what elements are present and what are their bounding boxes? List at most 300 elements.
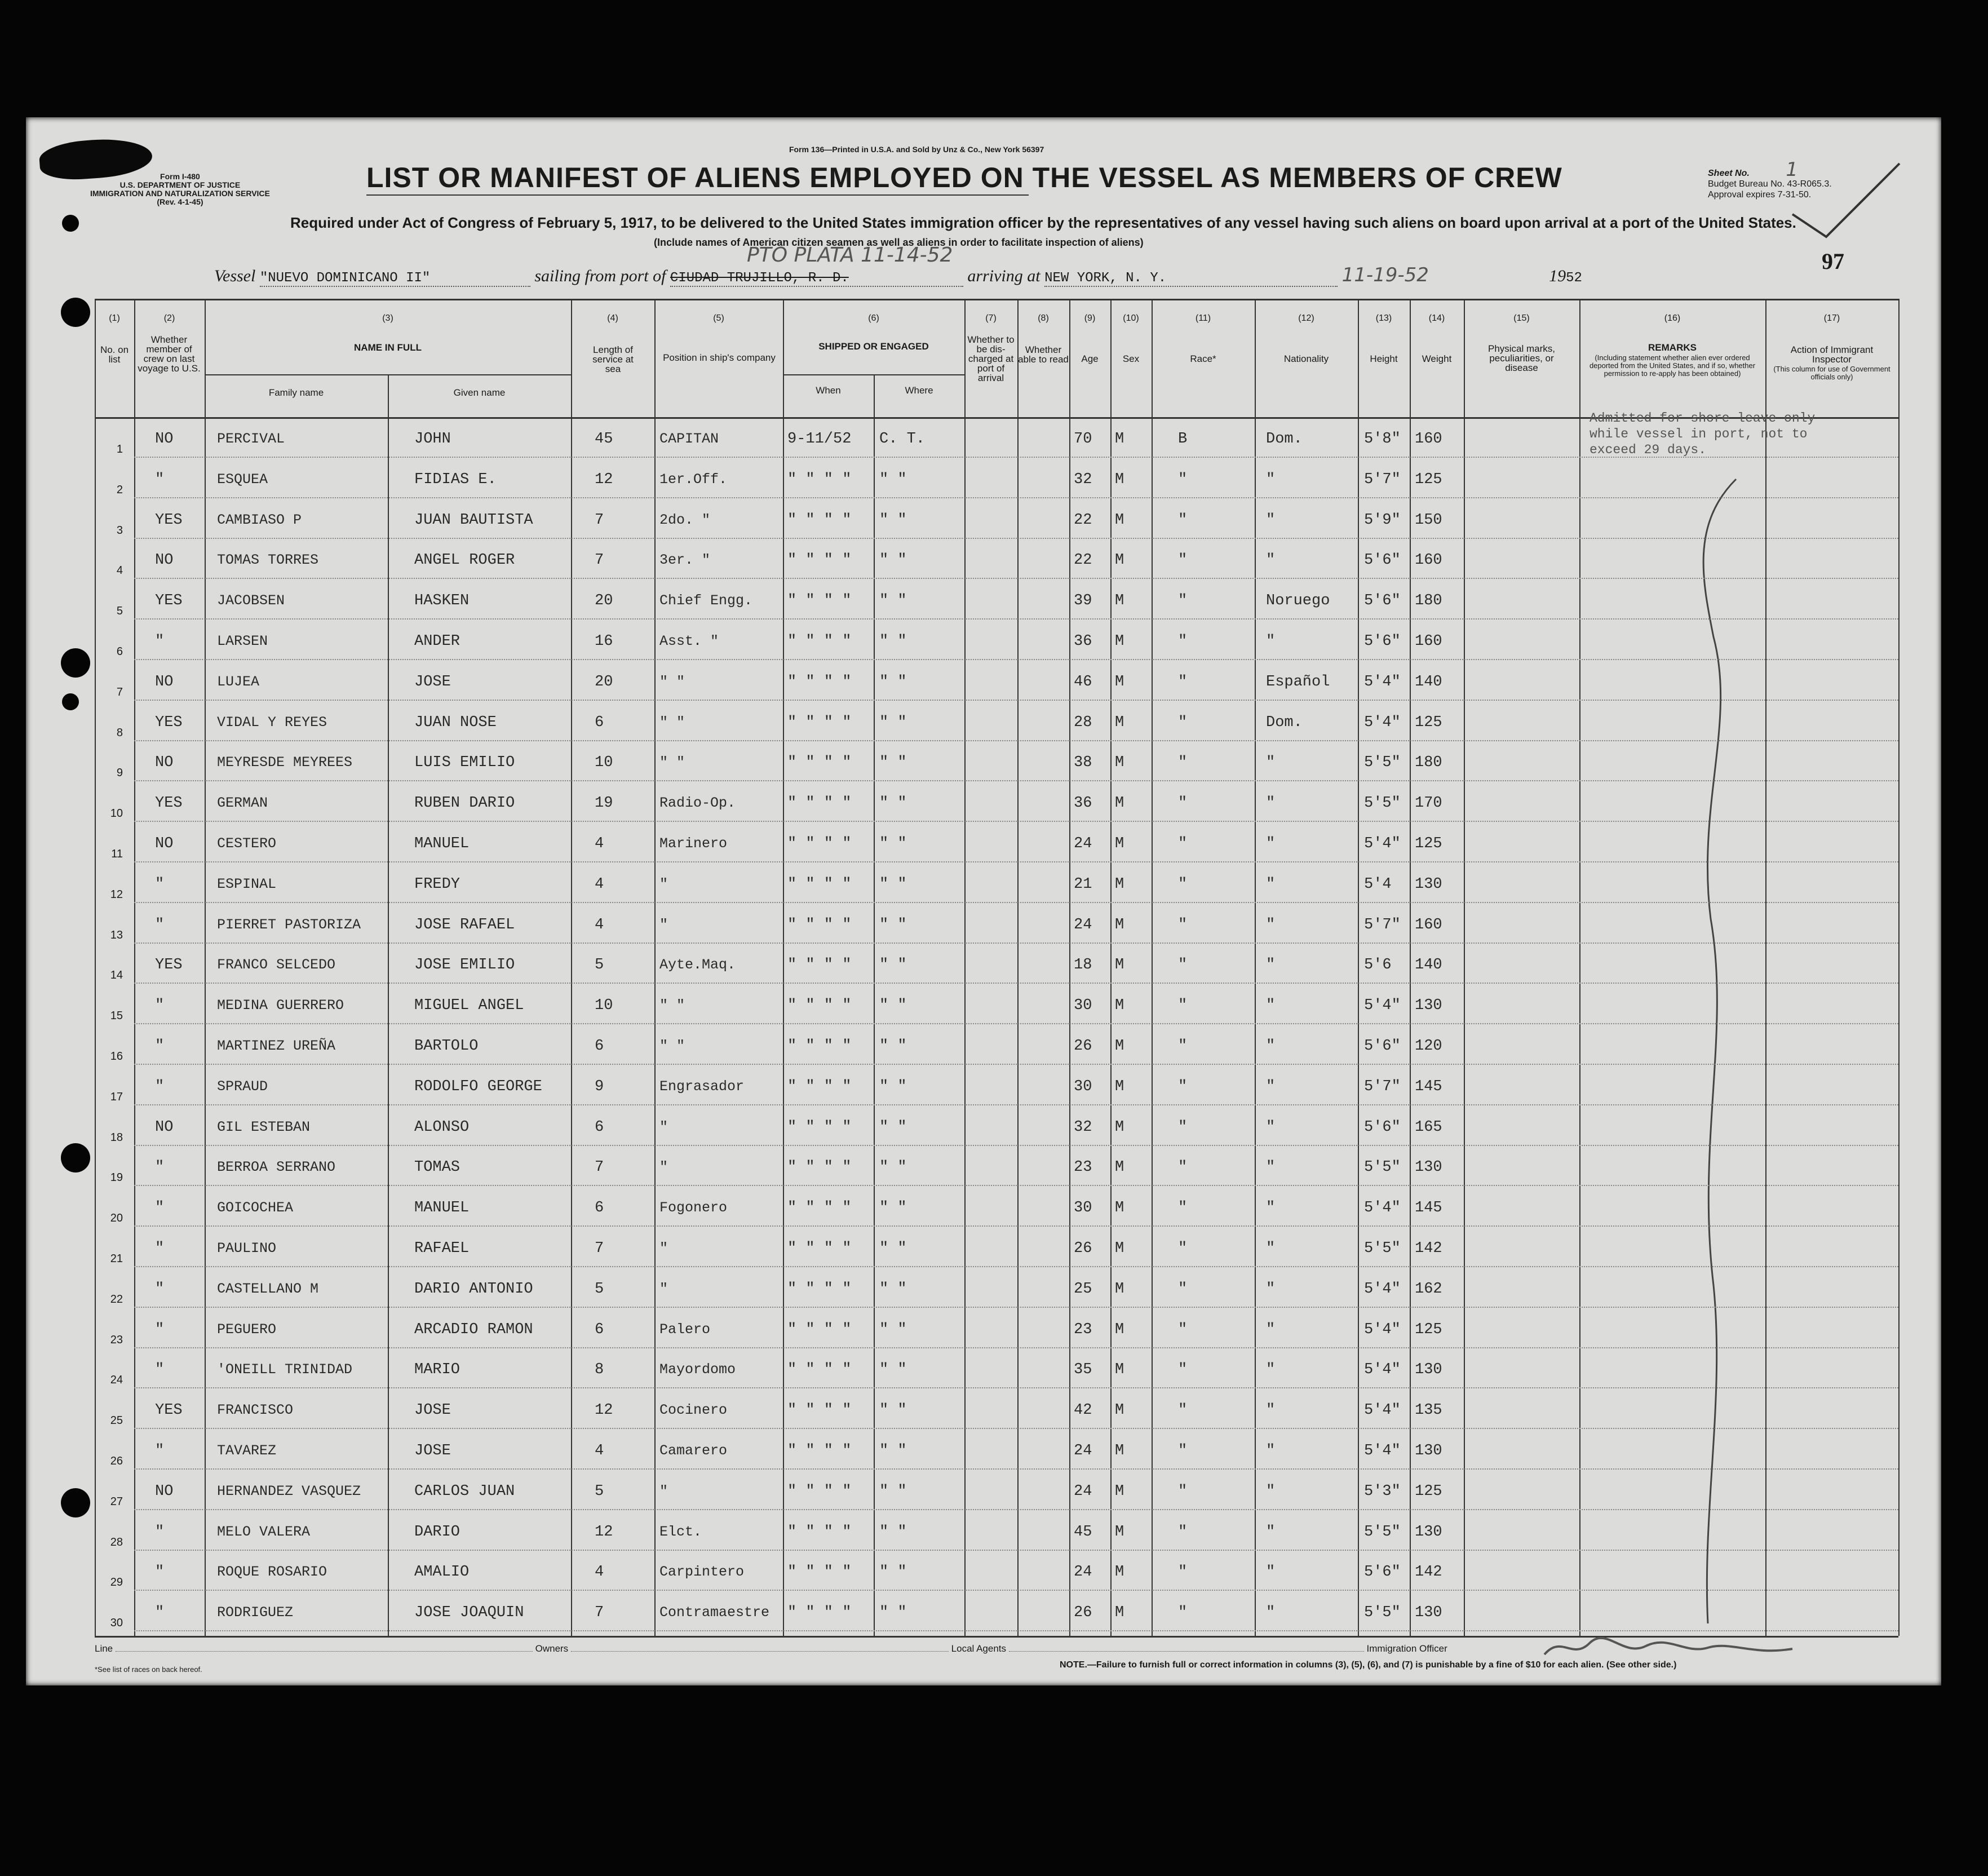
row-divider — [134, 1550, 1898, 1551]
family-name: GERMAN — [217, 795, 268, 811]
crew-prev-voyage: " — [155, 633, 165, 650]
crew-prev-voyage: YES — [155, 957, 183, 974]
given-name: JOSE EMILIO — [414, 957, 515, 974]
shipped-where: " " — [879, 957, 907, 974]
row-number: 2 — [116, 484, 123, 496]
nationality: " — [1266, 1038, 1276, 1055]
shipped-where: " " — [879, 1200, 907, 1216]
row-number: 16 — [110, 1050, 123, 1063]
sex: M — [1115, 1119, 1124, 1136]
shipped-when: " " " " — [787, 1240, 852, 1257]
row-divider — [134, 1104, 1898, 1105]
table-column-border — [654, 299, 656, 1636]
header-prev-voyage: Whether member of crew on last voyage to U.S. — [138, 334, 201, 374]
row-number: 13 — [110, 929, 123, 941]
age: 23 — [1074, 1159, 1092, 1176]
nationality: " — [1266, 1240, 1276, 1257]
family-name: MELO VALERA — [217, 1524, 311, 1540]
weight: 142 — [1415, 1564, 1442, 1581]
col-number: (9) — [1084, 313, 1096, 323]
punch-hole — [61, 648, 90, 678]
crew-prev-voyage: YES — [155, 592, 183, 609]
race: " — [1178, 1119, 1188, 1136]
height: 5'3" — [1364, 1483, 1401, 1500]
sex: M — [1115, 674, 1124, 691]
row-number: 12 — [110, 888, 123, 901]
age: 25 — [1074, 1281, 1092, 1298]
row-number: 15 — [110, 1010, 123, 1022]
header-nationality: Nationality — [1283, 353, 1329, 364]
age: 18 — [1074, 957, 1092, 974]
age: 23 — [1074, 1321, 1092, 1338]
row-number: 25 — [110, 1414, 123, 1427]
row-number: 18 — [110, 1131, 123, 1144]
row-divider — [134, 618, 1898, 620]
shipped-where: " " — [879, 512, 907, 529]
row-number: 3 — [116, 524, 123, 537]
weight: 130 — [1415, 876, 1442, 893]
nationality: " — [1266, 1361, 1276, 1378]
shipped-when: " " " " — [787, 1483, 852, 1500]
row-number: 26 — [110, 1455, 123, 1467]
crew-prev-voyage: " — [155, 1361, 165, 1378]
owners-label: Owners — [535, 1643, 569, 1654]
given-name: JUAN BAUTISTA — [414, 512, 533, 529]
race: " — [1178, 1240, 1188, 1257]
height: 5'4" — [1364, 1321, 1401, 1338]
col-number: (17) — [1823, 313, 1840, 323]
position: Carpintero — [659, 1564, 745, 1580]
height: 5'6" — [1364, 592, 1401, 609]
family-name: GOICOCHEA — [217, 1200, 294, 1216]
family-name: SPRAUD — [217, 1078, 268, 1095]
height: 5'7" — [1364, 1078, 1401, 1095]
race: " — [1178, 1281, 1188, 1298]
service-length: 20 — [595, 592, 613, 609]
shipped-when: " " " " — [787, 1321, 852, 1338]
row-number: 6 — [116, 645, 123, 658]
position: Cocinero — [659, 1402, 728, 1418]
table-column-border — [1069, 299, 1070, 1636]
age: 30 — [1074, 997, 1092, 1014]
row-number: 23 — [110, 1334, 123, 1346]
shipped-when: " " " " — [787, 1200, 852, 1216]
row-number: 5 — [116, 605, 123, 617]
row-divider — [134, 457, 1898, 458]
given-name: JOSE JOAQUIN — [414, 1604, 524, 1621]
row-divider — [134, 1023, 1898, 1024]
weight: 170 — [1415, 795, 1442, 812]
shipped-when: " " " " — [787, 1119, 852, 1136]
position: Asst. " — [659, 633, 719, 649]
given-name: JOHN — [414, 431, 451, 448]
header-position: Position in ship's company — [663, 352, 776, 363]
shipped-where: " " — [879, 1159, 907, 1176]
family-name: MEYRESDE MEYREES — [217, 754, 353, 771]
race: " — [1178, 592, 1188, 609]
punch-hole — [61, 1488, 90, 1517]
table-column-border — [95, 299, 96, 1636]
sex: M — [1115, 1200, 1124, 1216]
crew-prev-voyage: " — [155, 1564, 165, 1581]
sex: M — [1115, 957, 1124, 974]
age: 32 — [1074, 1119, 1092, 1136]
punch-hole — [61, 298, 90, 327]
nationality: " — [1266, 1119, 1276, 1136]
sex: M — [1115, 1321, 1124, 1338]
family-name: FRANCO SELCEDO — [217, 957, 336, 973]
shipped-where: " " — [879, 1281, 907, 1298]
row-divider — [134, 1307, 1898, 1308]
races-note: *See list of races on back hereof. — [95, 1665, 202, 1674]
crew-prev-voyage: " — [155, 997, 165, 1014]
position: " — [659, 1119, 668, 1135]
port-to: NEW YORK, N. Y. — [1044, 271, 1338, 287]
row-number: 28 — [110, 1536, 123, 1548]
nationality: " — [1266, 917, 1276, 933]
col-number: (1) — [109, 313, 120, 323]
age: 26 — [1074, 1038, 1092, 1055]
sex: M — [1115, 471, 1124, 488]
header-race: Race* — [1190, 353, 1216, 364]
service-length: 7 — [595, 512, 604, 529]
crew-prev-voyage: " — [155, 876, 165, 893]
shipped-when: " " " " — [787, 917, 852, 933]
height: 5'6" — [1364, 1564, 1401, 1581]
family-name: CASTELLANO M — [217, 1281, 319, 1297]
header-remarks-note: (Including statement whether alien ever ordered deported from the United States, and if so, whether permission to re-apply has been obtained) — [1589, 353, 1756, 378]
weight: 145 — [1415, 1200, 1442, 1216]
family-name: PAULINO — [217, 1240, 277, 1256]
service-length: 6 — [595, 1321, 604, 1338]
nationality: " — [1266, 1524, 1276, 1541]
race: B — [1178, 431, 1188, 448]
crew-prev-voyage: NO — [155, 754, 174, 771]
row-number: 14 — [110, 969, 123, 981]
table-column-border — [1110, 299, 1112, 1636]
sex: M — [1115, 512, 1124, 529]
weight: 125 — [1415, 1483, 1442, 1500]
shipped-when: " " " " — [787, 1402, 852, 1419]
table-top-border — [95, 299, 1898, 300]
crew-prev-voyage: " — [155, 1038, 165, 1055]
crew-prev-voyage: " — [155, 1200, 165, 1216]
shipped-when: " " " " — [787, 1078, 852, 1095]
service-length: 5 — [595, 1281, 604, 1298]
punch-hole — [62, 693, 79, 710]
shipped-when: " " " " — [787, 1159, 852, 1176]
header-able-to-read: Whether able to read — [1018, 344, 1069, 365]
header-discharged: Whether to be dis-charged at port of arrival — [967, 334, 1015, 383]
sex: M — [1115, 552, 1124, 569]
weight: 130 — [1415, 1443, 1442, 1459]
crew-prev-voyage: " — [155, 1281, 165, 1298]
race: " — [1178, 876, 1188, 893]
given-name: ALONSO — [414, 1119, 470, 1136]
shipped-when: " " " " — [787, 714, 852, 731]
shipped-when: " " " " — [787, 1443, 852, 1459]
height: 5'4" — [1364, 674, 1401, 691]
row-divider — [134, 700, 1898, 701]
given-name: MANUEL — [414, 835, 470, 852]
header-no-on-list: No. on list — [100, 344, 129, 365]
row-number: 1 — [116, 443, 123, 455]
header-weight: Weight — [1422, 353, 1452, 364]
col-number: (11) — [1195, 313, 1211, 323]
shipped-where: " " — [879, 835, 907, 852]
position: " — [659, 1281, 668, 1297]
weight: 150 — [1415, 512, 1442, 529]
position: Chief Engg. — [659, 592, 753, 609]
row-divider — [134, 1266, 1898, 1267]
family-name: GIL ESTEBAN — [217, 1119, 311, 1135]
position: Contramaestre — [659, 1604, 770, 1621]
col-number: (16) — [1664, 313, 1681, 323]
row-number: 4 — [116, 564, 123, 577]
service-length: 6 — [595, 714, 604, 731]
race: " — [1178, 1321, 1188, 1338]
shipped-when: " " " " — [787, 1564, 852, 1581]
age: 24 — [1074, 835, 1092, 852]
sex: M — [1115, 754, 1124, 771]
position: Fogonero — [659, 1200, 728, 1216]
shipped-when: " " " " — [787, 1361, 852, 1378]
age: 24 — [1074, 917, 1092, 933]
row-divider — [134, 780, 1898, 781]
given-name: JOSE — [414, 674, 451, 691]
given-name: JOSE RAFAEL — [414, 917, 515, 933]
nationality: " — [1266, 1159, 1276, 1176]
weight: 130 — [1415, 997, 1442, 1014]
crew-prev-voyage: YES — [155, 795, 183, 812]
race: " — [1178, 754, 1188, 771]
weight: 125 — [1415, 714, 1442, 731]
shipped-where: " " — [879, 1078, 907, 1095]
sex: M — [1115, 1078, 1124, 1095]
shipped-where: " " — [879, 1524, 907, 1541]
family-name: PIERRET PASTORIZA — [217, 917, 361, 933]
weight: 180 — [1415, 592, 1442, 609]
shipped-where: " " — [879, 1119, 907, 1136]
race: " — [1178, 633, 1188, 650]
family-name: BERROA SERRANO — [217, 1159, 336, 1175]
race: " — [1178, 1443, 1188, 1459]
weight: 160 — [1415, 552, 1442, 569]
service-length: 7 — [595, 1159, 604, 1176]
header-where: Where — [905, 385, 933, 396]
header-age: Age — [1081, 353, 1099, 364]
given-name: DARIO — [414, 1524, 461, 1541]
crew-prev-voyage: NO — [155, 835, 174, 852]
row-number: 29 — [110, 1576, 123, 1589]
header-given-name: Given name — [453, 387, 506, 398]
height: 5'5" — [1364, 1604, 1401, 1621]
weight: 160 — [1415, 917, 1442, 933]
given-name: MARIO — [414, 1361, 461, 1378]
race: " — [1178, 1078, 1188, 1095]
position: CAPITAN — [659, 431, 719, 447]
row-divider — [134, 1064, 1898, 1065]
header-subdivider — [783, 374, 964, 375]
weight: 160 — [1415, 633, 1442, 650]
height: 5'4 — [1364, 876, 1392, 893]
sheet-label: Sheet No. — [1708, 169, 1750, 178]
row-divider — [134, 1387, 1898, 1388]
height: 5'4" — [1364, 1281, 1401, 1298]
age: 39 — [1074, 592, 1092, 609]
shipped-where: " " — [879, 1604, 907, 1621]
nationality: " — [1266, 795, 1276, 812]
weight: 130 — [1415, 1524, 1442, 1541]
crew-prev-voyage: YES — [155, 1402, 183, 1419]
header-remarks: REMARKS — [1648, 342, 1697, 353]
service-length: 4 — [595, 1443, 604, 1459]
col-number: (6) — [868, 313, 879, 323]
sex: M — [1115, 795, 1124, 812]
nationality: " — [1266, 957, 1276, 974]
height: 5'6" — [1364, 1038, 1401, 1055]
race: " — [1178, 957, 1188, 974]
service-length: 10 — [595, 754, 613, 771]
crew-prev-voyage: YES — [155, 512, 183, 529]
height: 5'5" — [1364, 1240, 1401, 1257]
page-number: 97 — [1822, 249, 1844, 274]
sex: M — [1115, 1564, 1124, 1581]
crew-prev-voyage: " — [155, 1240, 165, 1257]
given-name: ARCADIO RAMON — [414, 1321, 533, 1338]
weight: 160 — [1415, 431, 1442, 448]
vessel-name: "NUEVO DOMINICANO II" — [260, 271, 530, 287]
height: 5'4" — [1364, 835, 1401, 852]
service-length: 8 — [595, 1361, 604, 1378]
height: 5'4" — [1364, 714, 1401, 731]
race: " — [1178, 471, 1188, 488]
nationality: " — [1266, 1078, 1276, 1095]
position: 2do. " — [659, 512, 711, 528]
service-length: 7 — [595, 552, 604, 569]
height: 5'4" — [1364, 1200, 1401, 1216]
family-name: ROQUE ROSARIO — [217, 1564, 327, 1580]
remarks-line: while vessel in port, not to — [1589, 427, 1808, 441]
position: " " — [659, 1038, 685, 1054]
position: " " — [659, 754, 685, 771]
family-name: FRANCISCO — [217, 1402, 294, 1418]
sheet-number: 1 — [1786, 158, 1798, 181]
sex: M — [1115, 1402, 1124, 1419]
officer-label: Immigration Officer — [1366, 1643, 1447, 1654]
shipped-where: " " — [879, 754, 907, 771]
nationality: " — [1266, 1443, 1276, 1459]
service-length: 6 — [595, 1200, 604, 1216]
race: " — [1178, 795, 1188, 812]
given-name: MIGUEL ANGEL — [414, 997, 524, 1014]
footer-signatures — [95, 1643, 1447, 1654]
family-name: MARTINEZ UREÑA — [217, 1038, 336, 1054]
col-number: (15) — [1513, 313, 1530, 323]
family-name: CESTERO — [217, 835, 277, 852]
year-value: 52 — [1566, 271, 1582, 286]
department-block — [90, 172, 270, 206]
shipped-when: " " " " — [787, 674, 852, 691]
crew-prev-voyage: " — [155, 1443, 165, 1459]
given-name: RAFAEL — [414, 1240, 470, 1257]
form-id: Form I-480 — [160, 172, 200, 181]
shipped-where: " " — [879, 1402, 907, 1419]
service-length: 5 — [595, 957, 604, 974]
weight: 180 — [1415, 754, 1442, 771]
given-name: FIDIAS E. — [414, 471, 497, 488]
position: Mayordomo — [659, 1361, 736, 1378]
arrival-date: 11-19-52 — [1341, 264, 1429, 286]
service-length: 12 — [595, 1402, 613, 1419]
given-name: JUAN NOSE — [414, 714, 497, 731]
age: 22 — [1074, 552, 1092, 569]
race: " — [1178, 835, 1188, 852]
family-name: PERCIVAL — [217, 431, 285, 447]
nationality: " — [1266, 835, 1276, 852]
position: Palero — [659, 1321, 711, 1338]
family-name: RODRIGUEZ — [217, 1604, 294, 1621]
family-name: TAVAREZ — [217, 1443, 277, 1459]
age: 21 — [1074, 876, 1092, 893]
service-length: 19 — [595, 795, 613, 812]
row-number: 30 — [110, 1617, 123, 1629]
nationality: " — [1266, 997, 1276, 1014]
header-inspector-note: (This column for use of Government officials only) — [1773, 365, 1890, 381]
row-number: 11 — [111, 848, 123, 860]
given-name: BARTOLO — [414, 1038, 479, 1055]
family-name: 'ONEILL TRINIDAD — [217, 1361, 353, 1378]
form-printer-line: Form 136—Printed in U.S.A. and Sold by Unz & Co., New York 56397 — [789, 145, 1044, 154]
position: " " — [659, 714, 685, 731]
crew-prev-voyage: " — [155, 1159, 165, 1176]
shipped-when: 9-11/52 — [787, 431, 852, 448]
sex: M — [1115, 835, 1124, 852]
page-title: LIST OR MANIFEST OF ALIENS EMPLOYED ON THE VESSEL AS MEMBERS OF CREW — [366, 162, 1562, 193]
col-number: (2) — [163, 313, 175, 323]
header-height: Height — [1370, 353, 1398, 364]
crew-prev-voyage: NO — [155, 552, 174, 569]
sex: M — [1115, 1159, 1124, 1176]
crew-prev-voyage: " — [155, 471, 165, 488]
given-name: ANGEL ROGER — [414, 552, 515, 569]
row-number: 17 — [110, 1091, 123, 1103]
height: 5'7" — [1364, 471, 1401, 488]
nationality: Español — [1266, 674, 1330, 691]
header-subdivider — [205, 374, 571, 375]
shipped-where: " " — [879, 795, 907, 812]
row-divider — [134, 821, 1898, 822]
col-number: (8) — [1038, 313, 1049, 323]
table-column-border — [571, 299, 572, 1636]
table-column-border — [1152, 299, 1153, 1636]
check-mark-icon — [1776, 158, 1911, 248]
height: 5'4" — [1364, 1402, 1401, 1419]
sailing-label: sailing from port of — [534, 267, 666, 285]
row-divider — [134, 902, 1898, 903]
age: 24 — [1074, 1443, 1092, 1459]
shipped-where: " " — [879, 1240, 907, 1257]
height: 5'7" — [1364, 917, 1401, 933]
nationality: " — [1266, 1604, 1276, 1621]
table-column-border — [205, 299, 206, 1636]
weight: 135 — [1415, 1402, 1442, 1419]
crew-prev-voyage: NO — [155, 1119, 174, 1136]
shipped-when: " " " " — [787, 835, 852, 852]
row-divider — [134, 1630, 1898, 1631]
table-column-border — [134, 299, 135, 1636]
position: 1er.Off. — [659, 471, 728, 488]
